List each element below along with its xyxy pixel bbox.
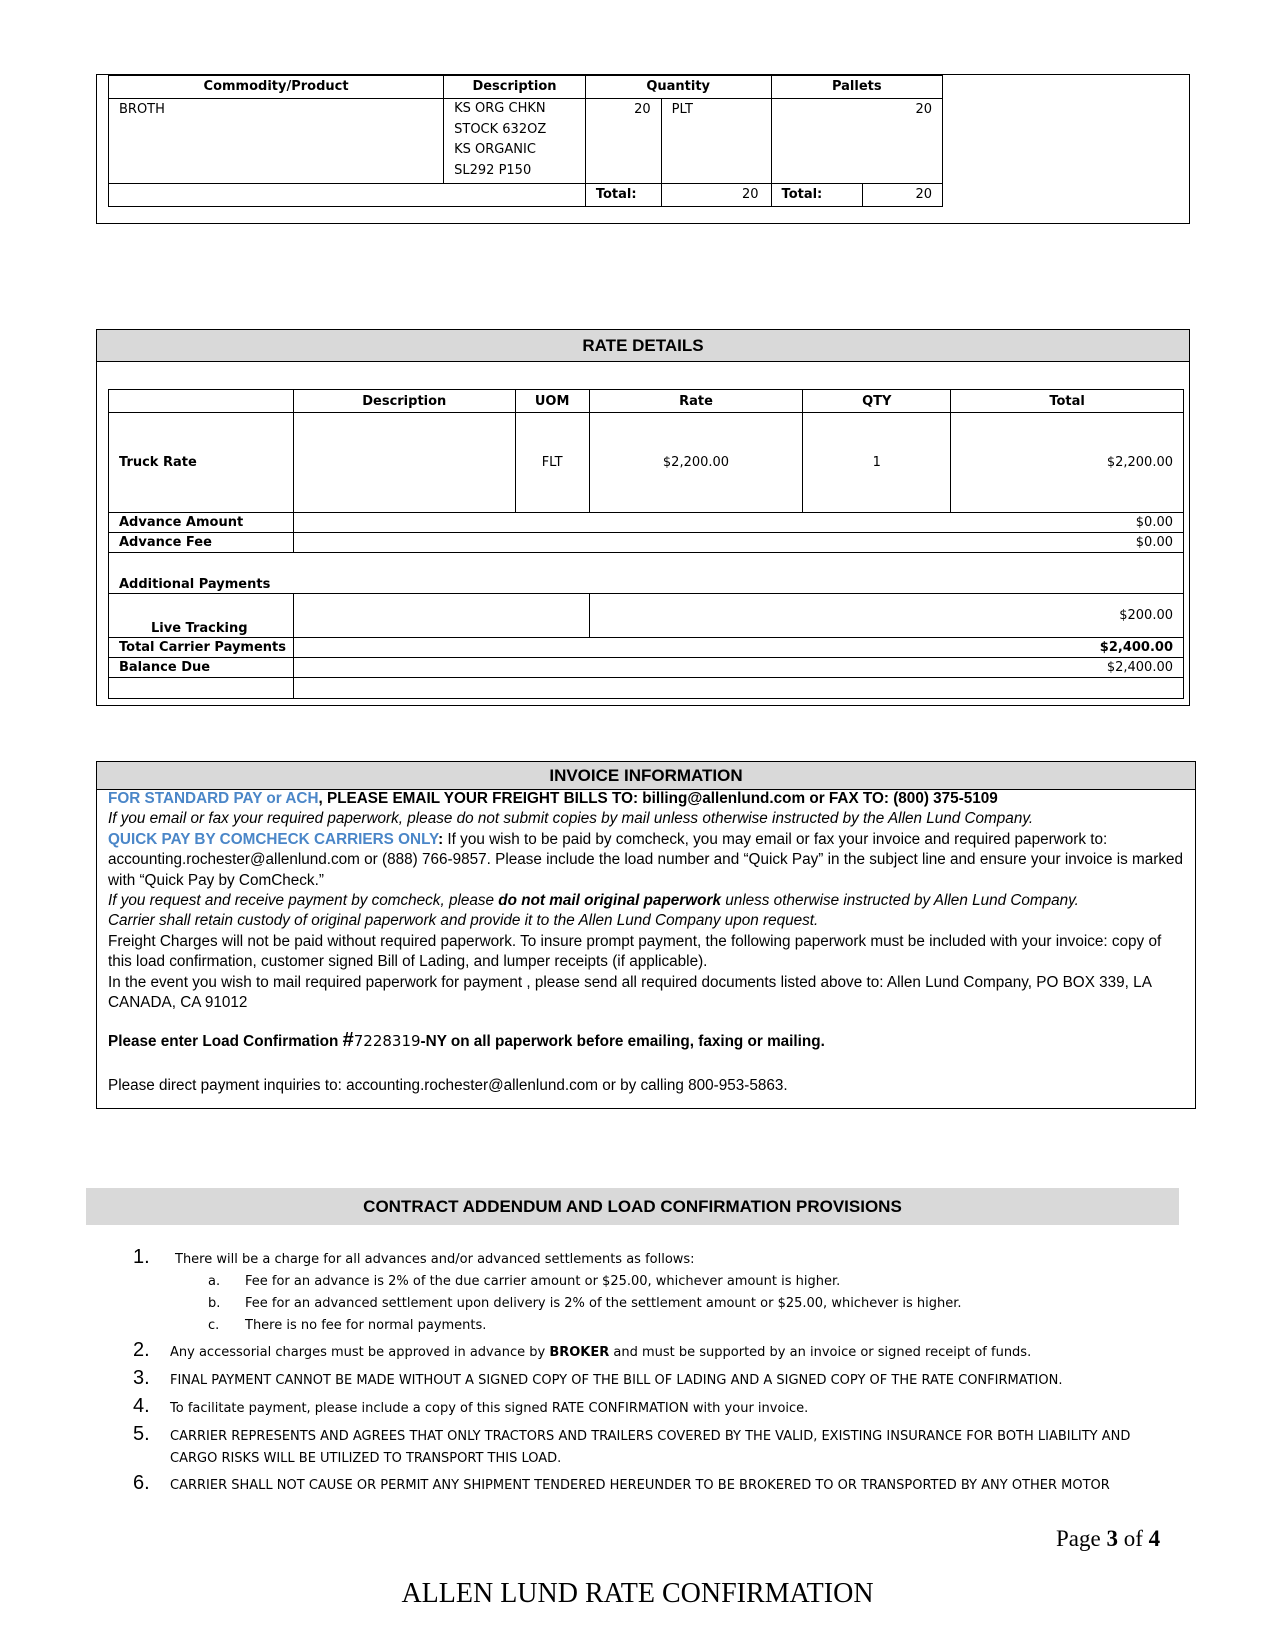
comcheck-note: [108, 891, 1188, 911]
total-carrier-payments-label: Total Carrier Payments: [109, 638, 294, 658]
advance-fee-label: Advance Fee: [109, 533, 294, 553]
pallets-cell: 20: [771, 99, 942, 184]
col-header-quantity: Quantity: [585, 76, 771, 99]
item-number: 5.: [133, 1423, 150, 1445]
comcheck-note-c: unless otherwise instructed by Allen Lund Company.: [720, 892, 1079, 910]
pallets-total-value: 20: [862, 184, 942, 207]
invoice-title: INVOICE INFORMATION: [97, 762, 1195, 790]
item-number: 4.: [133, 1395, 150, 1417]
additional-payments-label: Additional Payments: [109, 553, 1184, 594]
description-line: SL292 P150: [454, 162, 532, 178]
unit-cell: PLT: [661, 99, 771, 184]
total-carrier-payments-value: $2,400.00: [293, 638, 1183, 658]
rate-col-description: Description: [293, 390, 515, 413]
rate-col-uom: UOM: [515, 390, 589, 413]
commodity-row: [109, 99, 943, 184]
live-tracking-description: [293, 594, 589, 638]
comcheck-note-a: If you request and receive payment by comcheck, please: [108, 892, 499, 910]
rate-empty-row: [109, 678, 1184, 699]
pallets-total-label: Total:: [771, 184, 862, 207]
rate-header-row: [109, 390, 1184, 413]
addendum-item-5-cont: CARGO RISKS WILL BE UTILIZED TO TRANSPORT THIS LOAD.: [170, 1451, 562, 1466]
advance-fee-row: [109, 533, 1184, 553]
item-2-text-b: and must be supported by an invoice or signed receipt of funds.: [609, 1345, 1032, 1360]
description-cell: [444, 99, 586, 184]
addendum-item-3: FINAL PAYMENT CANNOT BE MADE WITHOUT A SIGNED COPY OF THE BILL OF LADING AND A SIGNED COPY OF THE RATE CONFIRMATION.: [170, 1373, 1063, 1388]
col-header-product: Commodity/Product: [109, 76, 444, 99]
standard-pay-line: [108, 789, 1188, 809]
load-confirmation-line: [108, 1030, 1188, 1052]
balance-due-label: Balance Due: [109, 658, 294, 678]
commodity-header-row: [109, 76, 943, 99]
product-cell: BROTH: [109, 99, 444, 184]
item-number: 2.: [133, 1339, 150, 1361]
rate-col-total: Total: [951, 390, 1184, 413]
page-current: 3: [1106, 1526, 1118, 1551]
page-total: 4: [1148, 1526, 1161, 1551]
rate-col-rate: Rate: [589, 390, 803, 413]
invoice-body: [108, 789, 1188, 1096]
comcheck-note-bold: do not mail original paperwork: [498, 892, 721, 910]
commodity-total-row: [109, 184, 943, 207]
col-header-description: Description: [444, 76, 586, 99]
advance-amount-row: [109, 513, 1184, 533]
rate-col-qty: QTY: [803, 390, 951, 413]
load-confirmation-hash: #: [342, 1029, 354, 1052]
truck-rate-qty: 1: [803, 413, 951, 513]
sub-item-b: Fee for an advanced settlement upon delivery is 2% of the settlement amount or $25.00, whichever is higher.: [245, 1296, 962, 1311]
quick-pay-paragraph: [108, 830, 1188, 891]
sub-item-c: There is no fee for normal payments.: [245, 1318, 487, 1333]
description-line: KS ORGANIC: [454, 142, 536, 157]
advance-fee-value: $0.00: [293, 533, 1183, 553]
truck-rate-uom: FLT: [515, 413, 589, 513]
truck-rate-total: $2,200.00: [951, 413, 1184, 513]
quick-pay-heading: QUICK PAY BY COMCHECK CARRIERS ONLY: [108, 830, 439, 848]
advance-amount-value: $0.00: [293, 513, 1183, 533]
page-number: [1056, 1526, 1160, 1552]
addendum-item-1: There will be a charge for all advances and/or advanced settlements as follows:: [175, 1252, 695, 1267]
truck-rate-label: Truck Rate: [109, 413, 294, 513]
standard-pay-heading: FOR STANDARD PAY or ACH: [108, 790, 319, 807]
sub-item-a: Fee for an advance is 2% of the due carrier amount or $25.00, whichever amount is higher.: [245, 1274, 841, 1289]
truck-rate-description: [293, 413, 515, 513]
live-tracking-row: [109, 594, 1184, 638]
total-carrier-payments-row: [109, 638, 1184, 658]
balance-due-value: $2,400.00: [293, 658, 1183, 678]
description-line: KS ORG CHKN: [454, 101, 546, 116]
sub-item-letter: c.: [208, 1318, 220, 1333]
commodity-table: [108, 75, 943, 207]
addendum-item-6: CARRIER SHALL NOT CAUSE OR PERMIT ANY SHIPMENT TENDERED HEREUNDER TO BE BROKERED TO OR TRANSPORTED BY ANY OTHER MOTOR: [170, 1478, 1110, 1493]
rate-empty-cell: [293, 678, 1183, 699]
quick-pay-text: If you wish to be paid by comcheck, you may email or fax your invoice and required paperwork to: accounting.rochester@allenlund.com or (888) 766-9857. Please include the load number and “Quick Pay” in the subject line and ensure your invoice is marked with “Quick Pay by ComCheck.”: [108, 830, 1184, 889]
addendum-item-2: [170, 1345, 1031, 1360]
sub-item-letter: a.: [208, 1274, 221, 1289]
mail-address-paragraph: In the event you wish to mail required paperwork for payment , please send all required documents listed above to: Allen Lund Company, PO BOX 339, LA CANADA, CA 91012: [108, 973, 1152, 1012]
addendum-title: CONTRACT ADDENDUM AND LOAD CONFIRMATION PROVISIONS: [86, 1188, 1179, 1225]
no-mail-note: If you email or fax your required paperwork, please do not submit copies by mail unless otherwise instructed by the Allen Lund Company.: [108, 810, 1034, 828]
rate-empty-cell: [109, 678, 294, 699]
item-number: 1.: [133, 1246, 150, 1268]
balance-due-row: [109, 658, 1184, 678]
description-line: STOCK 632OZ: [454, 121, 547, 137]
item-2-bold: BROKER: [549, 1345, 610, 1360]
addendum-item-5: CARRIER REPRESENTS AND AGREES THAT ONLY TRACTORS AND TRAILERS COVERED BY THE VALID, EXISTING INSURANCE FOR BOTH LIABILITY AND: [170, 1429, 1131, 1444]
freight-charges-paragraph: Freight Charges will not be paid without required paperwork. To insure prompt payment, the following paperwork must be included with your invoice: copy of this load confirmation, customer signed Bill of Lading, and lumper receipts (if applicable).: [108, 932, 1162, 971]
standard-pay-text: , PLEASE EMAIL YOUR FREIGHT BILLS TO: billing@allenlund.com or FAX TO: (800) 375-5109: [318, 790, 998, 807]
load-confirmation-suffix: -NY on all paperwork before emailing, faxing or mailing.: [420, 1033, 825, 1051]
page-prefix: Page: [1056, 1526, 1107, 1551]
rate-details-title: RATE DETAILS: [97, 330, 1189, 362]
item-number: 6.: [133, 1472, 150, 1494]
additional-payments-row: [109, 553, 1184, 594]
custody-note: Carrier shall retain custody of original paperwork and provide it to the Allen Lund Company upon request.: [108, 912, 819, 930]
quantity-cell: 20: [585, 99, 661, 184]
item-2-text-a: Any accessorial charges must be approved in advance by: [170, 1345, 550, 1360]
sub-item-letter: b.: [208, 1296, 221, 1311]
advance-amount-label: Advance Amount: [109, 513, 294, 533]
payment-inquiries-line: Please direct payment inquiries to: accounting.rochester@allenlund.com or by calling 800-953-5863.: [108, 1076, 788, 1094]
total-spacer: [109, 184, 586, 207]
live-tracking-label: Live Tracking: [109, 594, 294, 638]
item-number: 3.: [133, 1367, 150, 1389]
col-header-pallets: Pallets: [771, 76, 942, 99]
page-of: of: [1117, 1526, 1149, 1551]
load-confirmation-number: 7228319: [353, 1032, 421, 1051]
quick-pay-colon: :: [438, 830, 444, 848]
load-confirmation-text: Please enter Load Confirmation: [108, 1033, 343, 1051]
addendum-item-4: To facilitate payment, please include a copy of this signed RATE CONFIRMATION with your invoice.: [170, 1401, 809, 1416]
live-tracking-value: $200.00: [589, 594, 1183, 638]
rate-table: [108, 389, 1184, 699]
qty-total-value: 20: [661, 184, 771, 207]
qty-total-label: Total:: [585, 184, 661, 207]
footer-title: ALLEN LUND RATE CONFIRMATION: [401, 1578, 874, 1609]
truck-rate-rate: $2,200.00: [589, 413, 803, 513]
truck-rate-row: [109, 413, 1184, 513]
rate-header-blank: [109, 390, 294, 413]
